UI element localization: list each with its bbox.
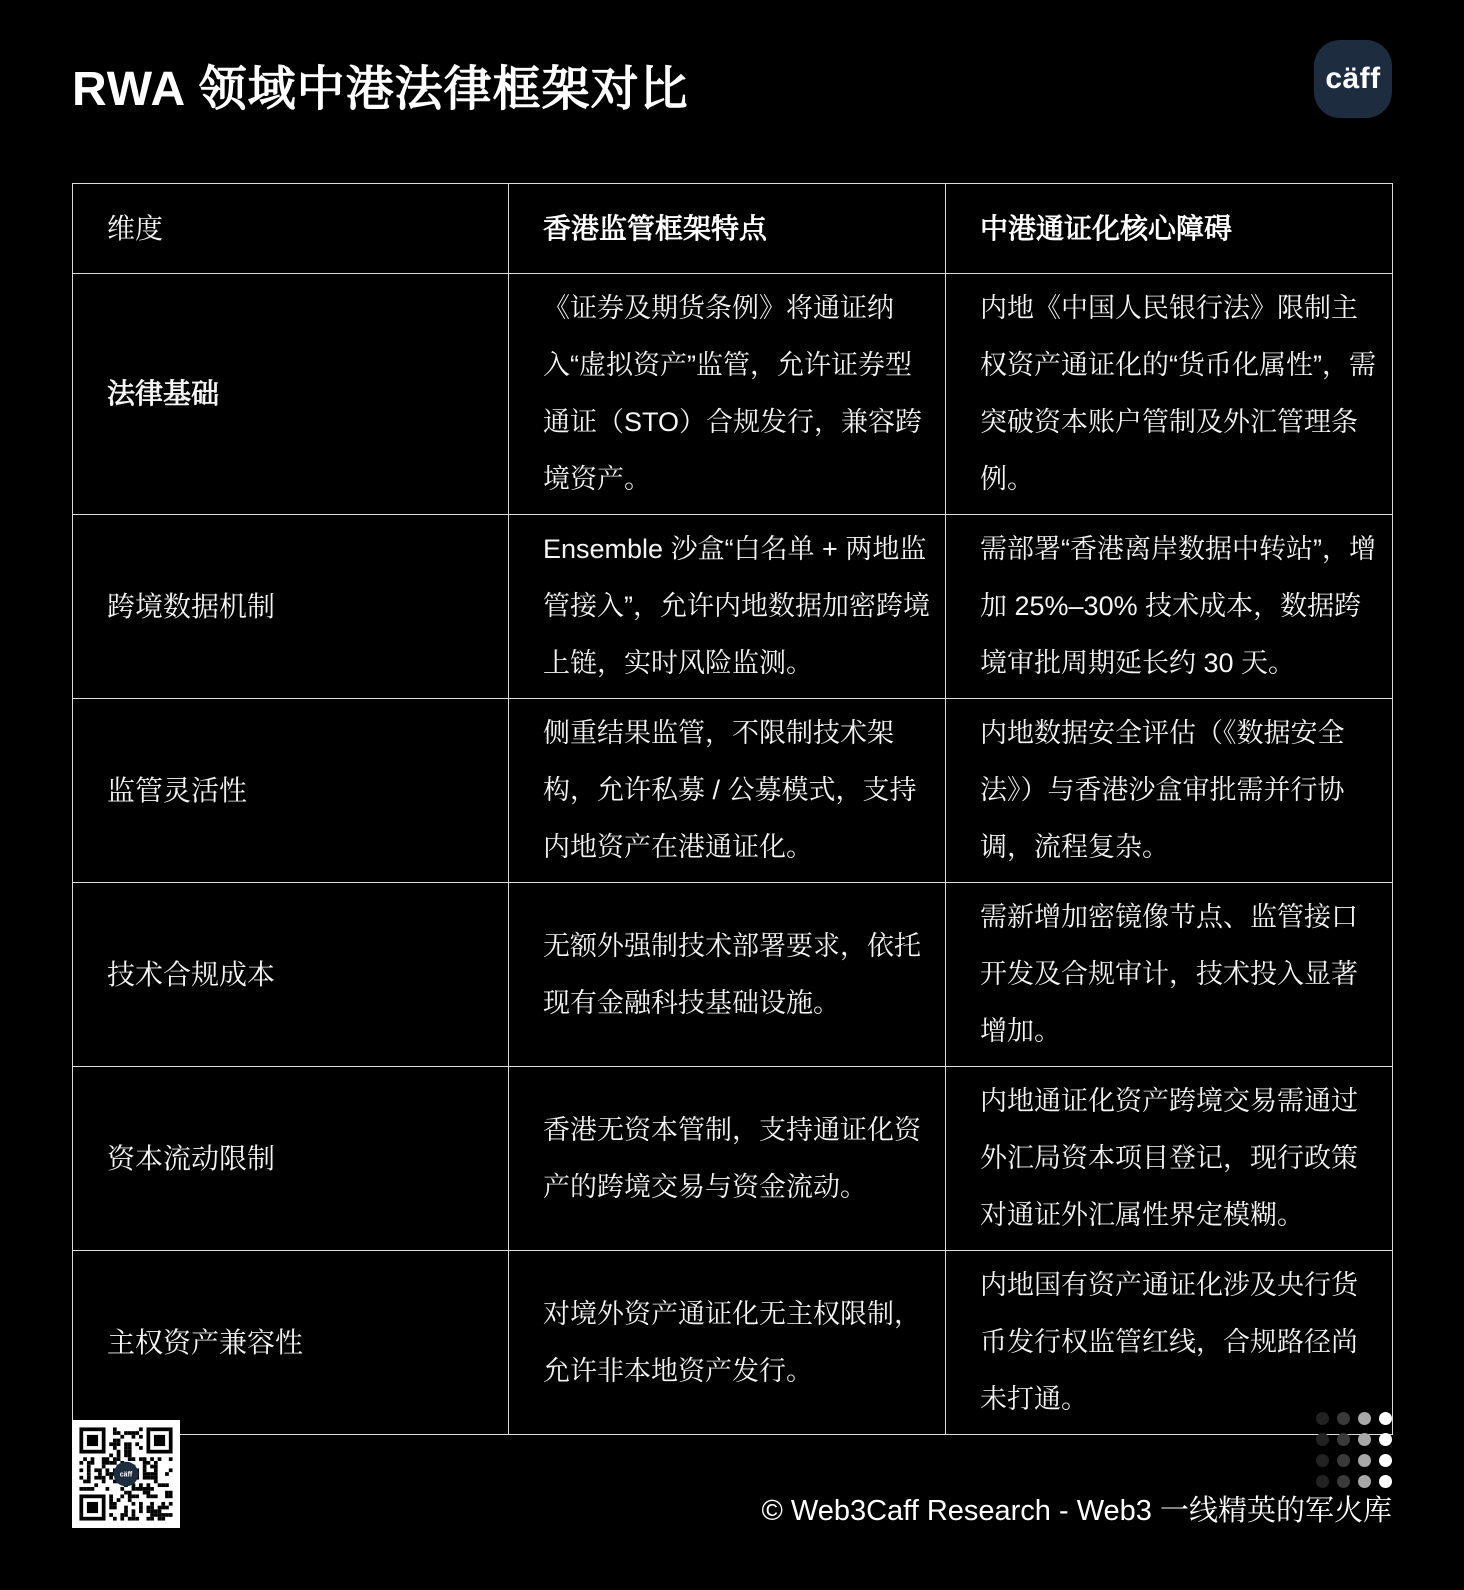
decorative-dot [1316, 1454, 1329, 1467]
qr-code-graphic [72, 1420, 180, 1528]
hk-cell: Ensemble 沙盒“白名单 + 两地监管接入”，允许内地数据加密跨境上链，实时风险监测。 [509, 515, 946, 699]
cn-cell: 内地《中国人民银行法》限制主权资产通证化的“货币化属性”，需突破资本账户管制及外汇管理条例。 [946, 274, 1393, 515]
qr-code [72, 1420, 180, 1528]
caff-logo [1314, 40, 1392, 118]
qr-center-logo-text: cäff [119, 1471, 133, 1479]
page-title: RWA 领域中港法律框架对比 [72, 63, 689, 116]
table-row [73, 1251, 1393, 1435]
decorative-dot [1316, 1412, 1329, 1425]
table-row [73, 274, 1393, 515]
decorative-dot [1316, 1475, 1329, 1488]
page-header [72, 40, 1392, 119]
decorative-dot [1337, 1412, 1350, 1425]
column-header-hongkong: 香港监管框架特点 [509, 184, 946, 274]
row-label: 资本流动限制 [73, 1067, 509, 1251]
column-header-obstacles: 中港通证化核心障碍 [946, 184, 1393, 274]
row-label: 法律基础 [73, 274, 509, 515]
table-row [73, 699, 1393, 883]
table-row [73, 1067, 1393, 1251]
caff-logo-text: cäff [1325, 62, 1381, 95]
row-label: 技术合规成本 [73, 883, 509, 1067]
decorative-dot [1379, 1475, 1392, 1488]
dots-grid [1316, 1412, 1392, 1488]
hk-cell: 《证券及期货条例》将通证纳入“虚拟资产”监管，允许证券型通证（STO）合规发行，兼容跨境资产。 [509, 274, 946, 515]
decorative-dot [1358, 1433, 1371, 1446]
table-row [73, 515, 1393, 699]
decorative-dot [1316, 1433, 1329, 1446]
column-header-dimension: 维度 [73, 184, 509, 274]
table-header-row [73, 184, 1393, 274]
hk-cell: 无额外强制技术部署要求，依托现有金融科技基础设施。 [509, 883, 946, 1067]
cn-cell: 内地数据安全评估（《数据安全法》）与香港沙盒审批需并行协调，流程复杂。 [946, 699, 1393, 883]
table-row [73, 883, 1393, 1067]
cn-cell: 内地国有资产通证化涉及央行货币发行权监管红线，合规路径尚未打通。 [946, 1251, 1393, 1435]
row-label: 跨境数据机制 [73, 515, 509, 699]
decorative-dot [1379, 1433, 1392, 1446]
decorative-dot [1358, 1454, 1371, 1467]
hk-cell: 香港无资本管制，支持通证化资产的跨境交易与资金流动。 [509, 1067, 946, 1251]
decorative-dot [1358, 1475, 1371, 1488]
cn-cell: 需新增加密镜像节点、监管接口开发及合规审计，技术投入显著增加。 [946, 883, 1393, 1067]
decorative-dot [1337, 1454, 1350, 1467]
copyright-text: © Web3Caff Research - Web3 一线精英的军火库 [761, 1495, 1392, 1527]
decorative-dot [1379, 1454, 1392, 1467]
decorative-dot [1337, 1433, 1350, 1446]
row-label: 主权资产兼容性 [73, 1251, 509, 1435]
decorative-dot [1337, 1475, 1350, 1488]
comparison-table [72, 183, 1393, 1435]
decorative-dot [1379, 1412, 1392, 1425]
row-label: 监管灵活性 [73, 699, 509, 883]
cn-cell: 内地通证化资产跨境交易需通过外汇局资本项目登记，现行政策对通证外汇属性界定模糊。 [946, 1067, 1393, 1251]
cn-cell: 需部署“香港离岸数据中转站”，增加 25%–30% 技术成本，数据跨境审批周期延长约 30 天。 [946, 515, 1393, 699]
hk-cell: 对境外资产通证化无主权限制，允许非本地资产发行。 [509, 1251, 946, 1435]
decorative-dot [1358, 1412, 1371, 1425]
hk-cell: 侧重结果监管，不限制技术架构，允许私募 / 公募模式，支持内地资产在港通证化。 [509, 699, 946, 883]
